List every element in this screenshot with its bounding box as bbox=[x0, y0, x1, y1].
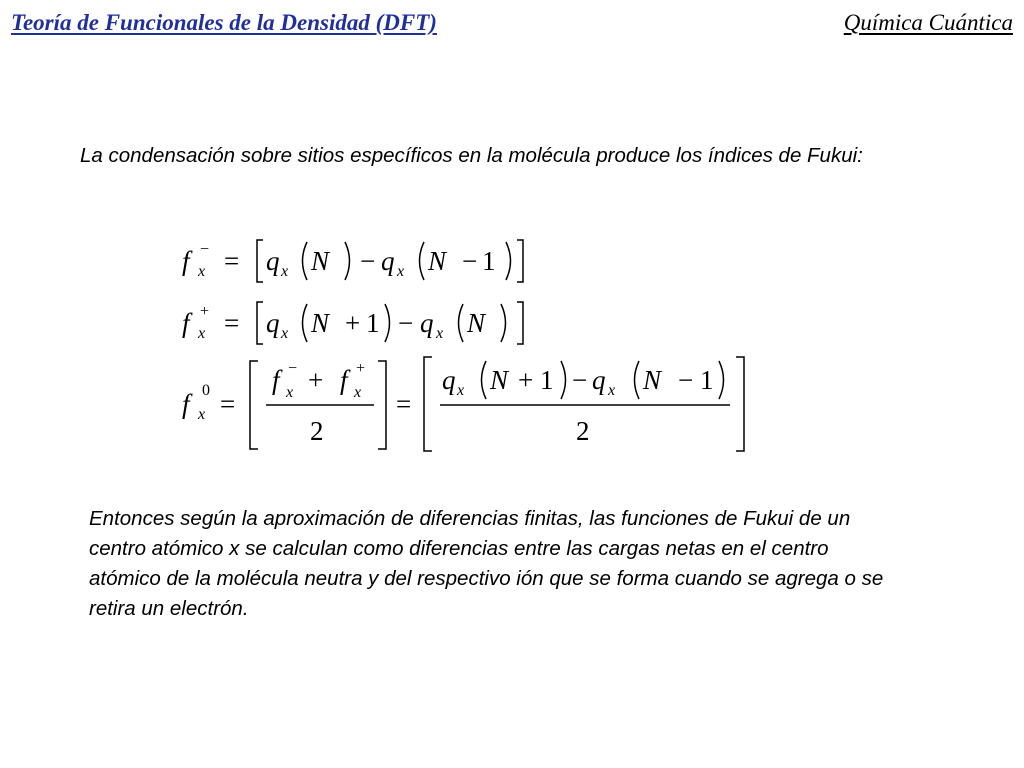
eq3-plus-mid: + bbox=[308, 365, 324, 395]
eq1-minus2: − bbox=[462, 246, 478, 276]
eq2-q2-sub: x bbox=[436, 325, 444, 342]
eq3-left-bracket2 bbox=[424, 357, 432, 451]
fukui-plus-equation bbox=[180, 296, 540, 357]
eq2-paren-l1 bbox=[303, 304, 308, 342]
eq1-sub-x: x bbox=[198, 263, 206, 280]
eq2-f: f bbox=[182, 308, 190, 338]
eq3-fminus: f bbox=[272, 365, 280, 395]
eq2-sub-x: x bbox=[198, 325, 206, 342]
eq1-left-bracket bbox=[257, 240, 263, 282]
eq3-plus1: + bbox=[518, 365, 534, 395]
eq2-q2: q bbox=[420, 308, 434, 338]
eq1-paren-r1 bbox=[345, 242, 350, 280]
eq3-equals1: = bbox=[220, 389, 236, 419]
eq1-f: f bbox=[182, 246, 190, 276]
eq1-q1: q bbox=[266, 246, 280, 276]
eq1-minus: − bbox=[360, 246, 376, 276]
eq3-q1: q bbox=[442, 365, 456, 395]
eq1-q1-sub: x bbox=[281, 263, 289, 280]
eq2-paren-r2 bbox=[501, 304, 506, 342]
eq3-denom1: 2 bbox=[310, 416, 324, 446]
eq1-sup-minus: − bbox=[200, 241, 210, 258]
eq3-paren-l2 bbox=[635, 361, 640, 399]
eq3-sub-x: x bbox=[198, 406, 206, 423]
eq2-sup-plus: + bbox=[200, 303, 210, 320]
eq3-N2: N bbox=[643, 365, 662, 395]
eq1-paren-l1 bbox=[303, 242, 308, 280]
eq2-q1-sub: x bbox=[281, 325, 289, 342]
eq3-fplus: f bbox=[340, 365, 348, 395]
eq3-one2: 1 bbox=[700, 365, 714, 395]
eq3-paren-l1 bbox=[482, 361, 487, 399]
eq3-fminus-sub: x bbox=[286, 384, 294, 401]
intro-paragraph: La condensación sobre sitios específicos en la molécula produce los índices de Fukui: bbox=[80, 144, 863, 167]
eq1-q2-sub: x bbox=[397, 263, 405, 280]
eq2-equals: = bbox=[224, 308, 240, 338]
eq2-minus: − bbox=[398, 308, 414, 338]
eq1-equals: = bbox=[224, 246, 240, 276]
eq2-N1: N bbox=[311, 308, 330, 338]
eq2-one: 1 bbox=[366, 308, 380, 338]
eq1-N2: N bbox=[428, 246, 447, 276]
eq2-paren-r1 bbox=[385, 304, 390, 342]
fukui-zero-equation bbox=[180, 355, 780, 460]
eq1-paren-r2 bbox=[506, 242, 511, 280]
eq3-f: f bbox=[182, 389, 190, 419]
eq3-right-bracket2 bbox=[736, 357, 744, 451]
eq2-N2: N bbox=[467, 308, 486, 338]
eq3-N1: N bbox=[490, 365, 509, 395]
explanation-paragraph: Entonces según la aproximación de diferencias finitas, las funciones de Fukui de un centro atómico x se calculan como diferencias entre las cargas netas en el centro atómico de la molécula neutra y del respectivo ión que se forma cuando se agrega o se retira un electrón. bbox=[89, 507, 884, 620]
eq3-paren-r2 bbox=[719, 361, 724, 399]
eq2-left-bracket bbox=[257, 302, 263, 344]
eq3-minus1: − bbox=[572, 365, 588, 395]
eq3-fplus-sub: x bbox=[354, 384, 362, 401]
page-title: Teoría de Funcionales de la Densidad (DFT) bbox=[11, 10, 437, 35]
eq3-paren-r1 bbox=[561, 361, 566, 399]
eq1-one: 1 bbox=[482, 246, 496, 276]
eq3-one1: 1 bbox=[540, 365, 554, 395]
eq2-q1: q bbox=[266, 308, 280, 338]
eq2-paren-l2 bbox=[459, 304, 464, 342]
eq3-q1-sub: x bbox=[457, 382, 465, 399]
eq3-fminus-sup: − bbox=[288, 360, 298, 377]
fukui-minus-equation bbox=[180, 232, 540, 293]
eq2-plus: + bbox=[345, 308, 361, 338]
eq1-paren-l2 bbox=[420, 242, 425, 280]
eq3-left-bracket1 bbox=[250, 361, 258, 449]
eq3-q2: q bbox=[592, 365, 606, 395]
eq1-N1: N bbox=[311, 246, 330, 276]
eq2-right-bracket bbox=[517, 302, 523, 344]
course-title: Química Cuántica bbox=[843, 10, 1013, 35]
eq3-sup-zero: 0 bbox=[202, 382, 210, 399]
eq3-right-bracket1 bbox=[378, 361, 386, 449]
eq3-denom2: 2 bbox=[576, 416, 590, 446]
eq1-right-bracket bbox=[517, 240, 523, 282]
eq3-equals2: = bbox=[396, 389, 412, 419]
eq1-q2: q bbox=[381, 246, 395, 276]
eq3-minus2: − bbox=[678, 365, 694, 395]
eq3-q2-sub: x bbox=[608, 382, 616, 399]
eq3-fplus-sup: + bbox=[356, 360, 366, 377]
